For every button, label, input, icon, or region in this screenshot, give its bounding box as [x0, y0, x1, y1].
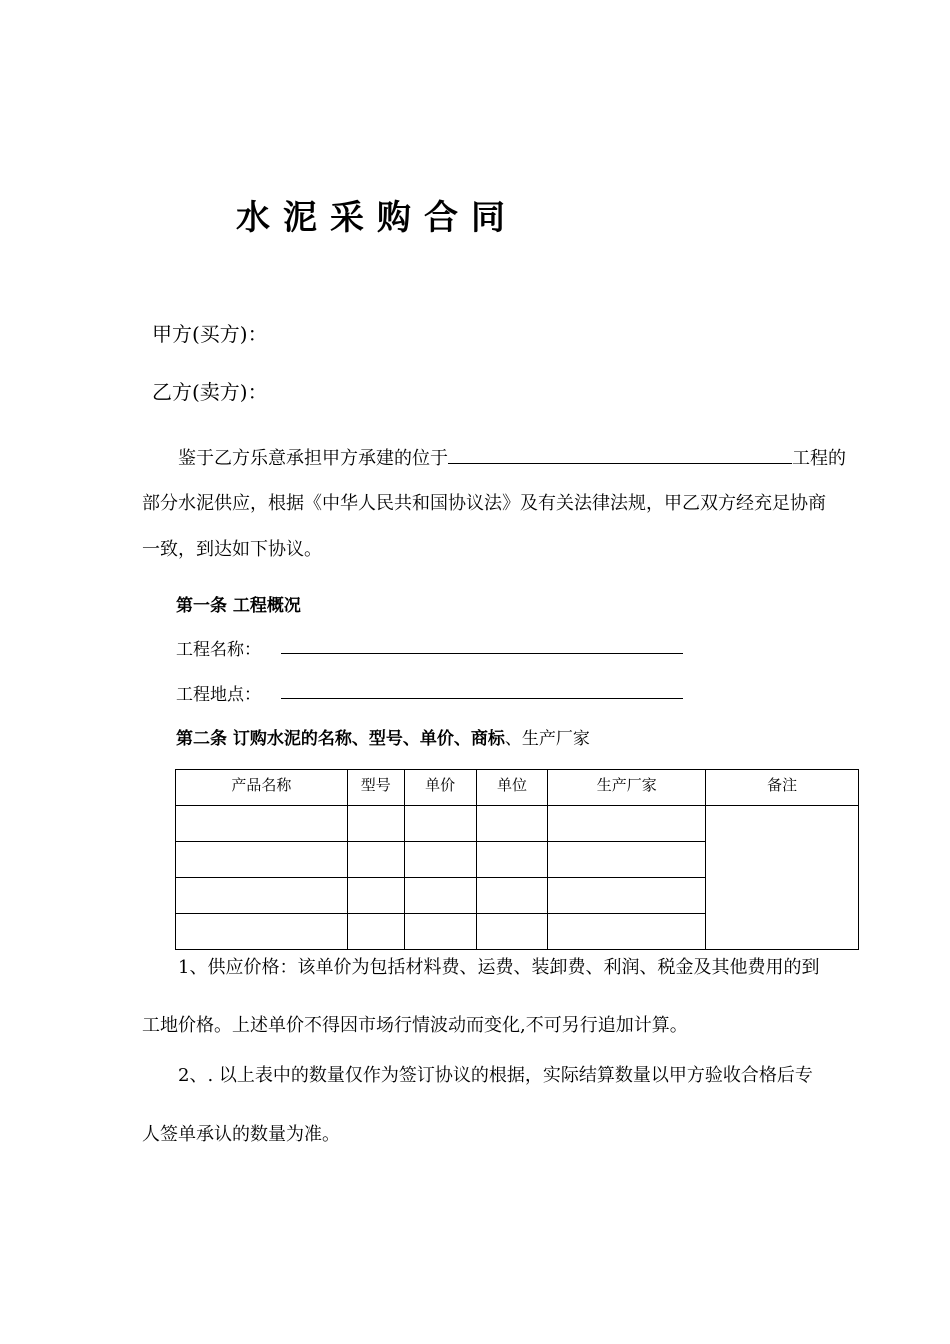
intro-line-1 — [178, 443, 846, 470]
table-cell[interactable] — [476, 806, 548, 842]
document-title: 水泥采购合同 — [236, 198, 518, 238]
product-spec-table — [175, 769, 859, 950]
project-site-blank[interactable] — [281, 698, 683, 699]
project-name-label: 工程名称： — [176, 640, 261, 660]
intro-line-1-start: 鉴于乙方乐意承担甲方承建的位于 — [178, 448, 448, 469]
clause-2-line-1: 2、. 以上表中的数量仅作为签订协议的根据，实际结算数量以甲方验收合格后专 — [178, 1065, 813, 1086]
table-cell[interactable] — [347, 914, 404, 950]
article-1-heading: 第一条 工程概况 — [176, 596, 301, 616]
project-name-row — [176, 635, 261, 660]
article-2-heading-bold: 第二条 订购水泥的名称、型号、单价、商标 — [176, 729, 505, 749]
table-header-row — [176, 770, 859, 806]
table-cell[interactable] — [176, 914, 348, 950]
article-2-heading-normal: 、生产厂家 — [504, 729, 590, 749]
table-cell[interactable] — [548, 878, 706, 914]
header-model: 型号 — [347, 770, 404, 806]
table-cell[interactable] — [548, 914, 706, 950]
table-cell[interactable] — [476, 878, 548, 914]
header-manufacturer: 生产厂家 — [548, 770, 706, 806]
header-remarks: 备注 — [706, 770, 859, 806]
header-unit-price: 单价 — [404, 770, 476, 806]
intro-line-3: 一致，到达如下协议。 — [142, 539, 322, 560]
table-cell[interactable] — [176, 806, 348, 842]
clause-2-line-2: 人签单承认的数量为准。 — [142, 1124, 340, 1145]
remarks-cell[interactable] — [706, 806, 859, 950]
clause-1-line-1: 1、供应价格：该单价为包括材料费、运费、装卸费、利润、税金及其他费用的到 — [178, 957, 820, 978]
table-cell[interactable] — [347, 806, 404, 842]
table-cell[interactable] — [548, 806, 706, 842]
table-cell[interactable] — [404, 806, 476, 842]
project-site-row — [176, 680, 261, 705]
table-row — [176, 806, 859, 842]
header-product-name: 产品名称 — [176, 770, 348, 806]
party-a-label: 甲方(买方)： — [152, 322, 268, 346]
article-2-heading — [176, 724, 590, 749]
table-cell[interactable] — [404, 878, 476, 914]
clause-1-line-2: 工地价格。上述单价不得因市场行情波动而变化,不可另行追加计算。 — [142, 1015, 688, 1036]
table-cell[interactable] — [548, 842, 706, 878]
project-location-blank[interactable] — [448, 443, 792, 464]
table-cell[interactable] — [476, 842, 548, 878]
table-cell[interactable] — [347, 878, 404, 914]
project-site-label: 工程地点： — [176, 685, 261, 705]
table-cell[interactable] — [476, 914, 548, 950]
table-cell[interactable] — [176, 842, 348, 878]
table-cell[interactable] — [347, 842, 404, 878]
intro-line-1-end: 工程的 — [792, 448, 846, 469]
table-cell[interactable] — [176, 878, 348, 914]
header-unit: 单位 — [476, 770, 548, 806]
table-cell[interactable] — [404, 842, 476, 878]
intro-line-2: 部分水泥供应，根据《中华人民共和国协议法》及有关法律法规，甲乙双方经充足协商 — [142, 493, 826, 514]
project-name-blank[interactable] — [281, 653, 683, 654]
party-b-label: 乙方(卖方)： — [152, 380, 268, 404]
table-cell[interactable] — [404, 914, 476, 950]
